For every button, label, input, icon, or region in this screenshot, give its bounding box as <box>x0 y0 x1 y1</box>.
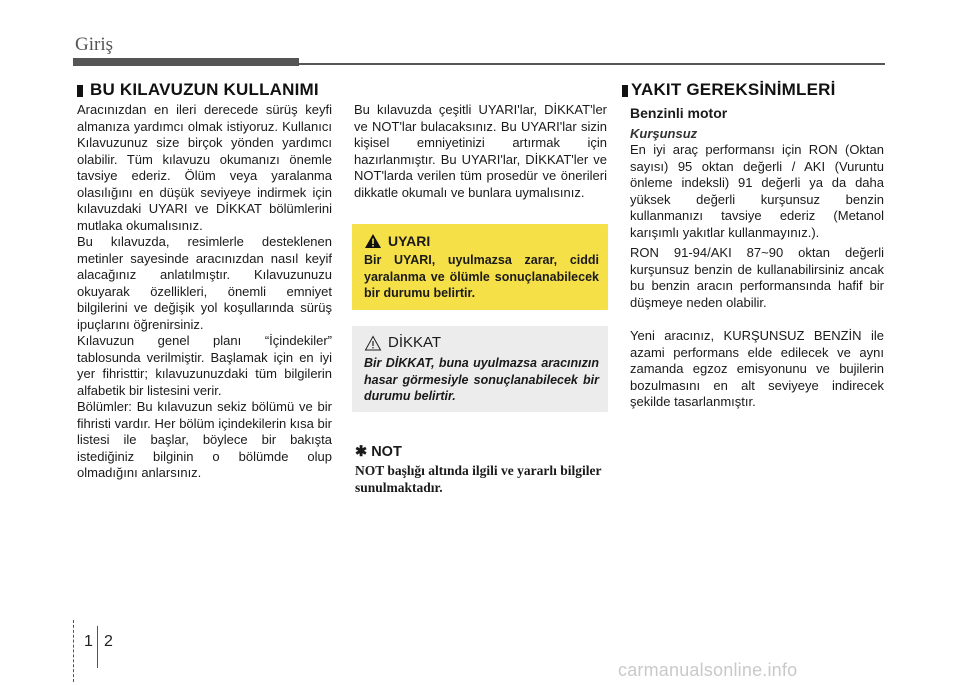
subheading-unleaded: Kurşunsuz <box>630 126 698 141</box>
asterisk-icon: ✱ <box>355 444 368 460</box>
paragraph: Bu kılavuzda çeşitli UYARI'lar, DİKKAT'ler ve NOT'lar bulacaksınız. Bu UYARI'lar sizin kişisel emniyetinizi artırmak için hazırlanmıştır. Bu UYARI'lar, DİKKAT'ler ve NOT'larda verilen tüm prosedür ve önerileri dikkatle okumalı ve bunlara uymalısınız. <box>354 102 607 200</box>
column-1-text <box>77 102 332 482</box>
caution-title: DİKKAT <box>388 334 442 351</box>
warning-box <box>352 224 608 310</box>
header-rule-accent <box>73 58 299 66</box>
caution-box <box>352 326 608 412</box>
warning-title: UYARI <box>388 233 431 249</box>
chapter-number: 1 <box>84 633 93 650</box>
column-2-text <box>354 102 607 201</box>
caution-text: Bir DİKKAT, buna uyulmazsa aracınızın hasar görmesiyle sonuçlanabilecek bir durumu belirtir. <box>364 356 599 403</box>
paragraph: RON 91-94/AKI 87~90 oktan değerli kurşunsuz benzin de kullanabilirsiniz ancak bu benzin aracın performansında hafif bir düşmeye neden olabilir. <box>630 245 884 310</box>
paragraph: En iyi araç performansı için RON (Oktan sayısı) 95 oktan değerli / AKI (Vuruntu önleme indeksli) 91 değerli ya da daha yüksek değerli kurşunsuz benzin kullanmanızı tavsiye ederiz (Metanol karışımlı yakıtlar kullanmayınız.). <box>630 142 884 240</box>
warning-text: Bir UYARI, uyulmazsa zarar, ciddi yaralanma ve ölümle sonuçlanabilecek bir durumu belirtir. <box>364 253 599 300</box>
warning-triangle-icon <box>364 233 382 249</box>
note-heading <box>355 444 402 460</box>
section-marker <box>622 85 628 97</box>
paragraph: Bölümler: Bu kılavuzun sekiz bölümü ve bir fihristi vardır. Her bölüm içindekilerin kısa bir listesi ile başlar, böylece bir bakışta istediğiniz bilginin o bölümde olup olmadığını anlarsınız. <box>77 399 332 480</box>
paragraph: Yeni aracınız, KURŞUNSUZ BENZİN ile azami performans elde edilecek ve aynı zamanda egzoz emisyonunu ve bujilerin bozulmasını en alt seviyeye indirecek şekilde tasarlanmıştır. <box>630 328 884 409</box>
subheading-gasoline-engine: Benzinli motor <box>630 105 728 121</box>
note-text: NOT başlığı altında ilgili ve yararlı bilgiler sunulmaktadır. <box>355 463 602 495</box>
footer-separator <box>97 626 98 668</box>
section-marker <box>77 85 83 97</box>
chapter-title: Giriş <box>75 34 113 55</box>
section-title-manual-usage: BU KILAVUZUN KULLANIMI <box>90 80 319 100</box>
watermark: carmanualsonline.info <box>618 660 798 680</box>
page-number: 2 <box>104 633 113 650</box>
fuel-text <box>630 142 884 411</box>
caution-triangle-icon <box>364 335 382 351</box>
note-title: NOT <box>371 444 402 460</box>
paragraph: Kılavuzun genel planı “İçindekiler” tablosunda verilmiştir. Başlamak için en iyi yer fihristtir; kılavuzunuzdaki tüm bilgilerin alfabetik bir listesini verir. <box>77 333 332 398</box>
paragraph: Aracınızdan en ileri derecede sürüş keyfi almanıza yardımcı olmak istiyoruz. Kullanıcı Kılavuzunuz size birçok yönden yardımcı olabilir. Tüm kılavuzu okumanızı önemle tavsiye ederiz. Ölüm veya yaralanma olasılığını en düşük seviyeye indirmek için kılavuzdaki UYARI ve DİKKAT bölümlerini mutlaka okumalısınız. <box>77 102 332 233</box>
paragraph: Bu kılavuzda, resimlerle desteklenen metinler sayesinde aracınızdan nasıl keyif alacağınız anlatılmıştır. Kılavuzunuzu okuyarak özellikleri, önemli emniyet bilgilerini ve değişik yol koşullarında sürüş ipuçlarını öğrenirsiniz. <box>77 234 332 332</box>
footer-guide-line <box>73 620 74 682</box>
section-title-fuel-requirements: YAKIT GEREKSİNİMLERİ <box>631 80 836 100</box>
